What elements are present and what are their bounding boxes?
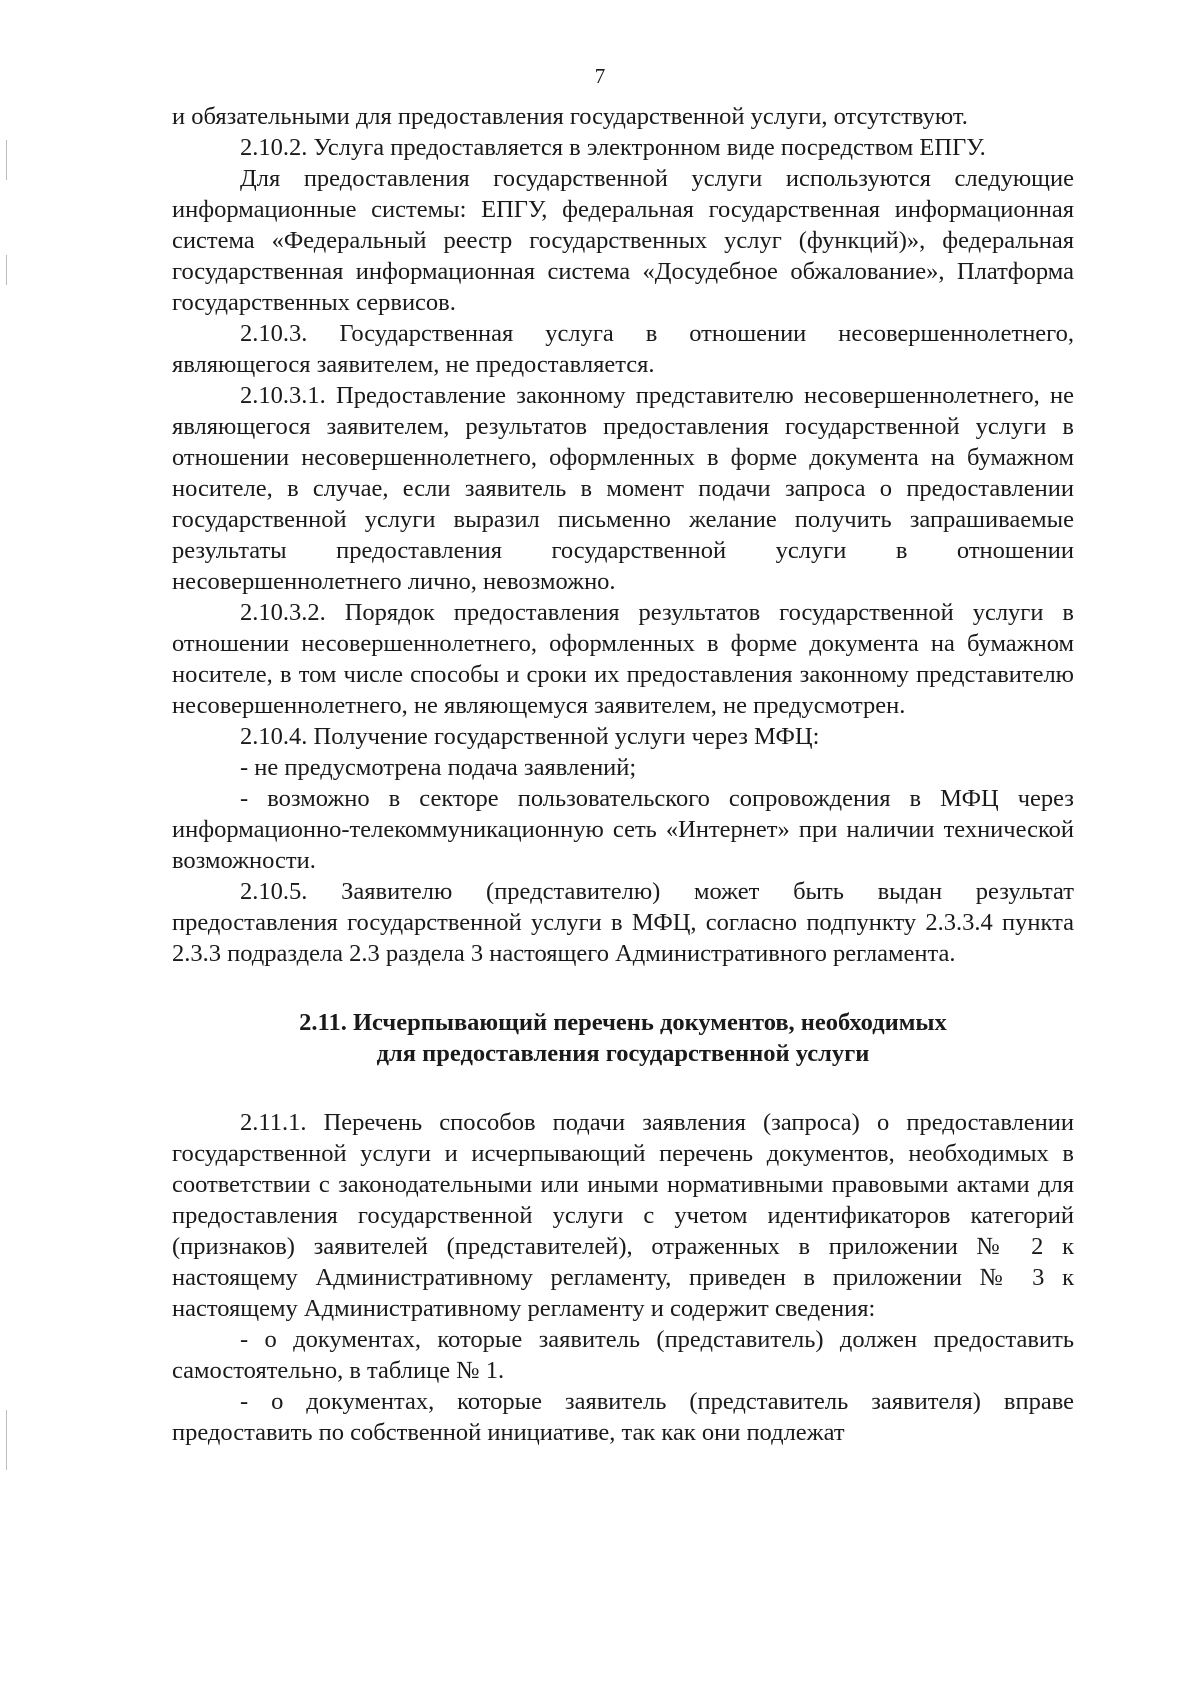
scan-margin-mark <box>6 140 7 180</box>
scan-margin-mark <box>6 1410 7 1470</box>
paragraph: 2.10.3. Государственная услуга в отношении несовершеннолетнего, являющегося заявителем, не предоставляется. <box>172 320 1074 378</box>
paragraph: и обязательными для предоставления государственной услуги, отсутствуют. <box>172 103 968 130</box>
paragraph: 2.10.4. Получение государственной услуги через МФЦ: <box>240 723 820 750</box>
section-heading <box>172 1007 1074 1069</box>
paragraph: 2.10.3.1. Предоставление законному представителю несовершеннолетнего, не являющегося заявителем, результатов предоставления государственной услуги в отношении несовершеннолетнего, оформленных в форме документа на бумажном носителе, в случае, если заявитель в момент подачи запроса о предоставлении государственной услуги выразил письменно желание получить запрашиваемые результаты предоставления государственной услуги в отношении несовершеннолетнего лично, невозможно. <box>172 382 1074 595</box>
paragraph: 2.11.1. Перечень способов подачи заявления (запроса) о предоставлении государственной услуги и исчерпывающий перечень документов, необходимых в соответствии с законодательными или иными нормативными правовыми актами для предоставления государственной услуги с учетом идентификаторов категорий (признаков) заявителей (представителей), отраженных в приложении № 2 к настоящему Административному регламенту, приведен в приложении № 3 к настоящему Административному регламенту и содержит сведения: <box>172 1109 1074 1322</box>
scan-margin-mark <box>6 255 7 285</box>
document-body <box>172 101 1074 1448</box>
list-item: - не предусмотрена подача заявлений; <box>240 754 637 781</box>
paragraph: Для предоставления государственной услуги используются следующие информационные системы: ЕПГУ, федеральная государственная информационная система «Федеральный реестр государственных услуг (функций)», федеральная государственная информационная система «Досудебное обжалование», Платформа государственных сервисов. <box>172 165 1074 316</box>
paragraph: 2.10.2. Услуга предоставляется в электронном виде посредством ЕПГУ. <box>240 134 986 161</box>
list-item: - о документах, которые заявитель (представитель) должен предоставить самостоятельно, в таблице № 1. <box>172 1326 1074 1384</box>
page-number: 7 <box>594 64 606 88</box>
paragraph: 2.10.5. Заявителю (представителю) может быть выдан результат предоставления государственной услуги в МФЦ, согласно подпункту 2.3.3.4 пункта 2.3.3 подраздела 2.3 раздела 3 настоящего Административного регламента. <box>172 878 1074 967</box>
section-heading-line2: для предоставления государственной услуги <box>376 1040 870 1067</box>
paragraph: 2.10.3.2. Порядок предоставления результатов государственной услуги в отношении несовершеннолетнего, оформленных в форме документа на бумажном носителе, в том числе способы и сроки их предоставления законному представителю несовершеннолетнего, не являющемуся заявителем, не предусмотрен. <box>172 599 1074 719</box>
section-heading-line1: 2.11. Исчерпывающий перечень документов, необходимых <box>299 1009 947 1036</box>
list-item: - возможно в секторе пользовательского сопровождения в МФЦ через информационно-телекоммуникационную сеть «Интернет» при наличии технической возможности. <box>172 785 1074 874</box>
list-item: - о документах, которые заявитель (представитель заявителя) вправе предоставить по собственной инициативе, так как они подлежат <box>172 1388 1074 1446</box>
